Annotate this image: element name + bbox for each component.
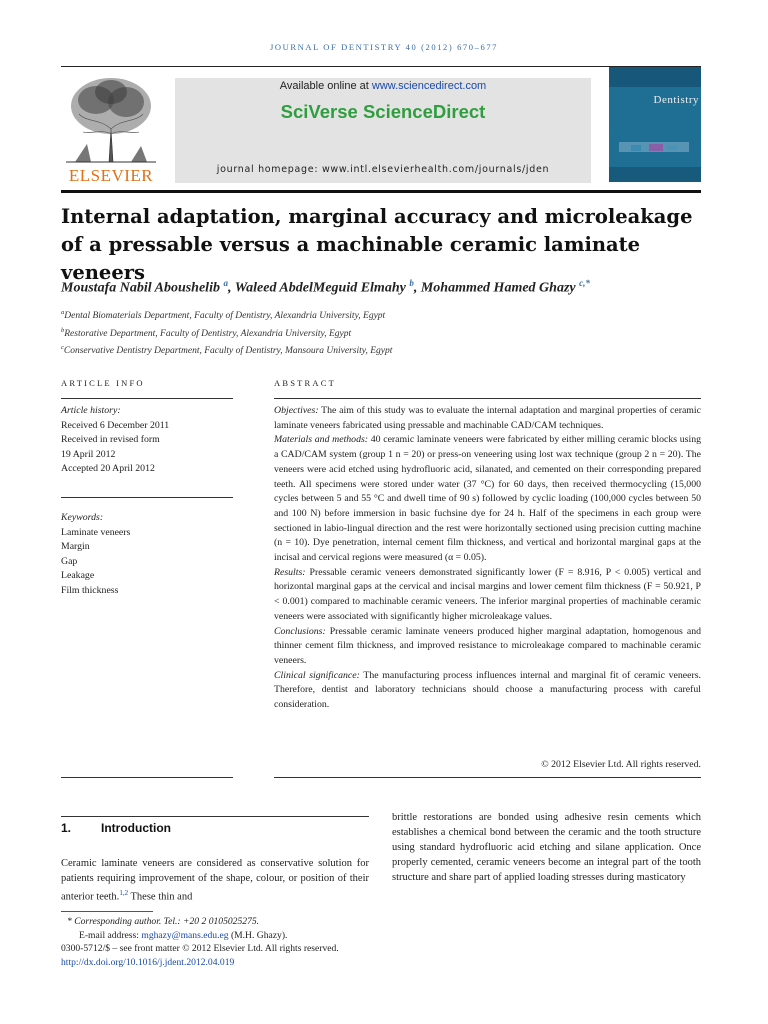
elsevier-wordmark: ELSEVIER [68,166,154,185]
journal-homepage[interactable]: journal homepage: www.intl.elsevierhealth.com/journals/jden [216,164,550,175]
email-link[interactable]: mghazy@mans.edu.eg [141,929,229,941]
article-info-heading: ARTICLE INFO [61,378,145,388]
citation-link[interactable]: 1,2 [119,889,129,897]
abstract-bottom-rule [274,777,701,778]
intro-top-rule [61,816,369,817]
keywords-label: Keywords: [61,512,104,523]
footnotes [61,915,701,969]
available-online [175,80,591,92]
intro-right-paragraph: brittle restorations are bonded using adhesive resin cements which establishes a chemical bond between the ceramic and the tooth structure using standard hydrofluoric acid etching and silane application. Once properly cemented, ceramic veneers become an integral part of the tooth structure and share part of applied loading stresses during masticatory [392,812,701,883]
intro-left-paragraph: Ceramic laminate veneers are considered as conservative solution for patients requiring improvement of the shape, colour, or position of their anterior teeth.$^{1,2}$ These thin and [61,858,369,903]
abstract-rule [274,398,701,399]
article-info-rule [61,398,233,399]
section-heading-introduction [61,821,171,835]
keyword-item[interactable]: Film thickness [61,584,119,596]
abstract-conclusions: Conclusions: Pressable ceramic laminate veneers produced higher marginal adaptation, homogenous and thinner cement film thickness, and improved resistance to microleakage compared to machinable ceramic veneers. [274,625,702,666]
keyword-item[interactable]: Leakage [61,570,95,581]
abstract-body [274,404,701,713]
journal-cover-image [609,67,701,182]
author-name[interactable]: Mohammed Hamed Ghazy [420,280,576,296]
article-history [61,404,233,477]
email-note: E-mail address: mghazy@mans.edu.eg (M.H. Ghazy). [79,929,288,941]
abstract-results: Results: Pressable ceramic veneers demonstrated significantly lower (F = 8.916, P < 0.005) vertical and horizontal marginal gaps at the cervical and incisal margins and lower cement film thickness (F = 50.921, P < 0.001) compared to machinable ceramic veneers. The inferior marginal properties of machinable ceramic veneers were associated with significantly higher microleakage values. [274,566,701,622]
author-list: Moustafa Nabil Aboushelib $^a$, Waleed AbdelMeguid Elmahy $^b$, Mohammed Hamed Ghazy $^{c,*}$ [61,278,590,296]
author-mark[interactable]: a [223,278,228,288]
keyword-item[interactable]: Margin [61,541,90,552]
history-item: Received 6 December 2011 [61,419,170,431]
affiliation-item: $^a$Dental Biomaterials Department, Faculty of Dentistry, Alexandria University, Egypt [61,309,386,322]
available-online-label: Available online at [279,80,369,92]
author-mark[interactable]: c,* [579,278,590,288]
article-title: Internal adaptation, marginal accuracy and microleakage of a pressable versus a machinable ceramic laminate veneers [61,205,693,284]
abstract-copyright: © 2012 Elsevier Ltd. All rights reserved. [541,759,701,770]
section-number: 1. [61,821,72,835]
history-item: Received in revised form [61,434,160,445]
article-info-bottom-rule [61,777,233,778]
sciencedirect-link[interactable]: www.sciencedirect.com [371,80,487,92]
journal-citation[interactable]: JOURNAL OF DENTISTRY 40 (2012) 670–677 [269,42,499,52]
affiliations [61,306,701,359]
history-item: 19 April 2012 [61,448,116,460]
history-item: Accepted 20 April 2012 [61,463,155,474]
section-title: Introduction [101,821,171,835]
affiliation-item: $^b$Restorative Department, Faculty of Dentistry, Alexandria University, Egypt [61,326,352,339]
author-mark[interactable]: b [409,278,414,288]
corresponding-author-note: * Corresponding author. Tel.: +20 2 0105025275. [67,916,260,927]
article-info-divider [61,497,233,498]
author-name[interactable]: Moustafa Nabil Aboushelib [61,280,220,296]
abstract-clinical-significance: Clinical significance: The manufacturing process influences internal and marginal fit of ceramic veneers. Therefore, dentist and laboratory technicians should choose a manufacturing process with careful consideration. [274,669,701,711]
issn-note: 0300-5712/$ – see front matter © 2012 Elsevier Ltd. All rights reserved. [61,943,339,954]
sciverse-logo[interactable]: SciVerse ScienceDirect [280,101,486,122]
cover-title: Dentistry [653,94,699,106]
abstract-objectives: Objectives: The aim of this study was to evaluate the internal adaptation and marginal properties of ceramic laminate veneers fabricated using pressable and machinable CAD/CAM techniques. [274,405,701,431]
article-history-label: Article history: [61,405,121,416]
author-name[interactable]: Waleed AbdelMeguid Elmahy [234,280,406,296]
doi-link[interactable]: http://dx.doi.org/10.1016/j.jdent.2012.04.019 [61,956,235,968]
header-rule [61,66,701,67]
abstract-methods: Materials and methods: 40 ceramic laminate veneers were fabricated by either milling ceramic blocks using a CAD/CAM system (group 1 n = 20) or press-on veneering using lost wax technique (group 2 n = 20). The veneers were acid etched using hydrofluoric acid, silanated, and cemented on their corresponding prepared teeth. All specimens were stored under water (37 °C) for 60 days, then received thermocycling (15,000 cycles between 5 and 55 °C and dwell time of 90 s) followed by cyclic loading (100,000 cycles between 50 and 100 N) before immersion in basic fuchsine dye for 24 h. Half of the specimens in each group were sectioned in labio-lingual direction and the rest were horizontally sectioned using precision cutting machine (n = 10). Dye penetration, internal cement film thickness, and vertical and horizontal marginal gaps at the incisal and cervical regions were measured (α = 0.05). [274,434,702,564]
keyword-item[interactable]: Gap [61,555,78,567]
abstract-heading: ABSTRACT [274,378,336,388]
keyword-item[interactable]: Laminate veneers [61,526,131,538]
keywords [61,511,233,598]
affiliation-item: $^c$Conservative Dentistry Department, Faculty of Dentistry, Mansoura University, Egypt [61,344,393,357]
header-thick-rule [61,190,701,193]
footnote-rule [61,911,153,912]
